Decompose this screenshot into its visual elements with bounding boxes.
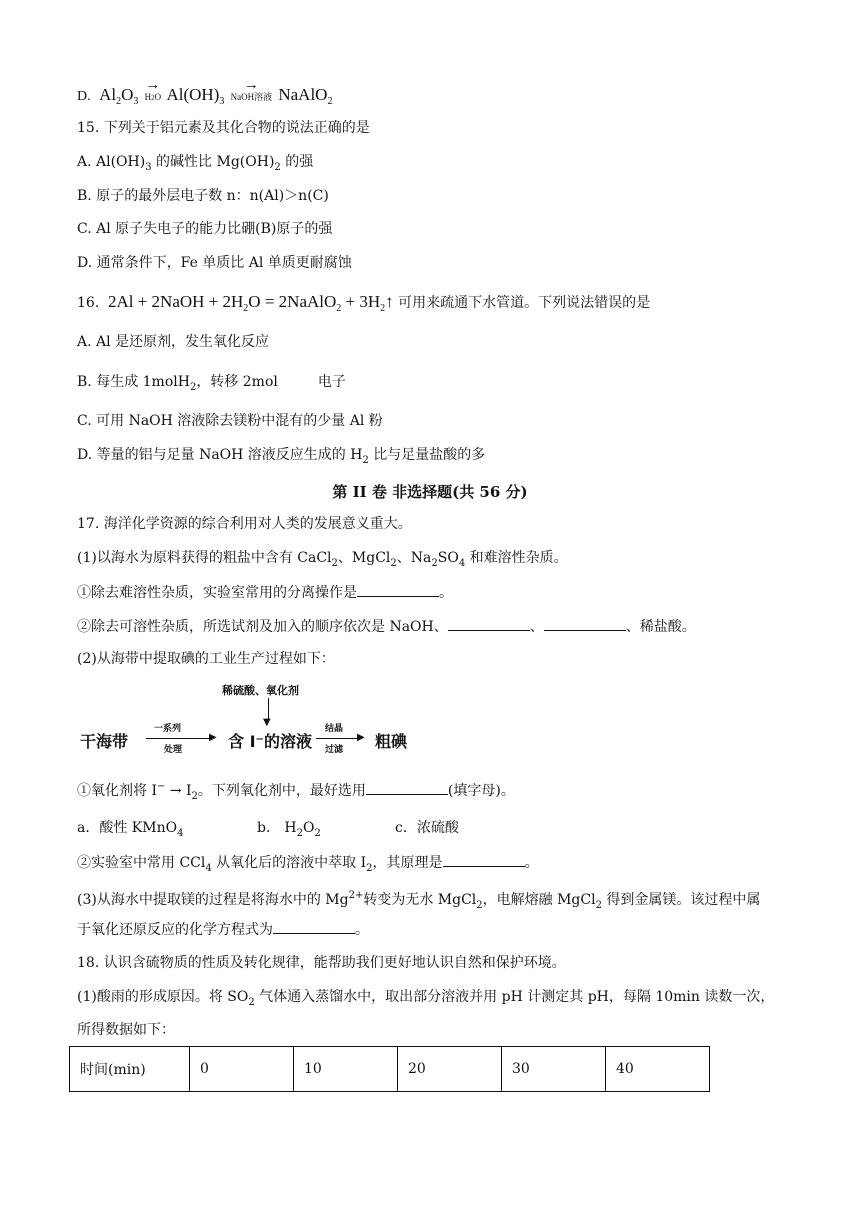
q17-part1 <box>77 548 568 574</box>
answer-blank[interactable] <box>273 919 355 934</box>
subscript: 2 <box>595 900 602 911</box>
q16-option-c: C. 可用 NaOH 溶液除去镁粉中混有的少量 Al 粉 <box>77 413 383 429</box>
text: ，电解熔融 MgCl <box>482 892 596 908</box>
subscript: 2 <box>336 303 342 314</box>
subscript: 2 <box>189 382 197 393</box>
flow-step2-bottom: 过滤 <box>325 745 344 755</box>
text: (1)以海水为原料获得的粗盐中含有 CaCl <box>77 550 332 566</box>
arrow-label: H <box>144 92 152 102</box>
text: O <box>303 820 315 836</box>
flow-step1-top: 一系列 <box>154 724 182 734</box>
equation-part: 2Al + 2NaOH + 2H <box>107 292 244 311</box>
subscript: 2 <box>243 303 249 314</box>
text: ，转移 2mol <box>196 374 278 390</box>
q18-stem: 18. 认识含硫物质的性质及转化规律，能帮助我们更好地认识自然和保护环境。 <box>77 955 566 971</box>
option-b <box>257 818 395 844</box>
flow-step1-bottom: 处理 <box>164 745 183 755</box>
text: a．酸性 KMnO <box>77 820 178 836</box>
q16-stem <box>77 292 650 319</box>
text: b． H <box>257 820 297 836</box>
subscript: 3 <box>219 96 225 107</box>
text: → I <box>165 783 192 799</box>
text: ，其原理是 <box>372 855 443 871</box>
subscript: 2 <box>116 96 122 107</box>
q17-part2-ii <box>77 852 539 879</box>
text: 。 <box>524 855 539 871</box>
formula-part: O <box>121 85 134 104</box>
subscript: 2 <box>151 94 155 102</box>
answer-blank[interactable] <box>544 616 626 631</box>
text: 的碱性比 Mg(OH) <box>151 154 275 170</box>
arrow-head-right-icon: ▶ <box>209 732 217 743</box>
subscript: 2 <box>314 828 321 839</box>
subscript: 4 <box>205 863 212 874</box>
q15-option-c: C. Al 原子失电子的能力比硼(B)原子的强 <box>77 221 333 237</box>
text: 比与足量盐酸的多 <box>368 447 486 463</box>
formula-naalo2: NaAlO <box>278 85 328 104</box>
text: 。下列氧化剂中，最好选用 <box>197 783 366 799</box>
equation-part: + 3H <box>341 292 381 311</box>
reaction-arrow-2: → NaOH溶液 <box>230 77 273 102</box>
text: 。 <box>439 585 453 601</box>
table-cell: 20 <box>398 1047 502 1092</box>
superscript: − <box>156 781 166 792</box>
text: A. Al(OH) <box>77 154 146 170</box>
q15-option-d: D. 通常条件下，Fe 单质比 Al 单质更耐腐蚀 <box>77 255 352 271</box>
subscript: 2 <box>327 96 333 107</box>
arrow-head-right-icon: ▶ <box>357 732 365 743</box>
answer-blank[interactable] <box>443 852 525 867</box>
equation-part: O = 2NaAlO <box>248 292 337 311</box>
question-number: 16. <box>77 295 100 311</box>
subscript: 2 <box>248 997 255 1008</box>
iodine-flow-diagram <box>70 680 430 760</box>
formula-al2o3: Al <box>99 85 117 104</box>
q17-part1-ii <box>77 616 696 637</box>
text: ①除去难溶性杂质，实验室常用的分离操作是 <box>77 585 357 601</box>
subscript: 2 <box>380 303 386 314</box>
flow-node-end: 粗碘 <box>375 732 408 751</box>
ph-data-table <box>69 1046 710 1092</box>
q17-part2: (2)从海带中提取碘的工业生产过程如下： <box>77 651 335 667</box>
text: 、MgCl <box>337 550 391 566</box>
table-row <box>70 1047 710 1092</box>
text: 转变为无水 MgCl <box>363 892 477 908</box>
flow-reagent-label: 稀硫酸、氧化剂 <box>222 684 299 697</box>
subscript: 2 <box>362 455 369 466</box>
subscript: 3 <box>133 96 139 107</box>
flow-node-start: 干海带 <box>80 732 129 751</box>
q16-option-d <box>77 445 485 471</box>
option-a <box>77 818 257 844</box>
text: 于氧化还原反应的化学方程式为 <box>77 922 273 938</box>
text: SO <box>437 550 459 566</box>
text: B. 每生成 1molH <box>77 374 190 390</box>
q16-option-b <box>77 372 346 398</box>
text: ②除去可溶性杂质，所选试剂及加入的顺序依次是 NaOH、 <box>77 619 448 635</box>
text: 气体通入蒸馏水中，取出部分溶液并用 pH 计测定其 pH，每隔 10min 读数一次， <box>254 989 775 1005</box>
q17-stem: 17. 海洋化学资源的综合利用对人类的发展意义重大。 <box>77 516 412 532</box>
formula-aloh3: Al(OH) <box>166 85 220 104</box>
q17-part1-i <box>77 582 453 603</box>
text: (3)从海水中提取镁的过程是将海水中的 Mg <box>77 892 349 908</box>
subscript: 2 <box>274 162 281 173</box>
table-cell: 40 <box>606 1047 710 1092</box>
flow-arrow-line-1 <box>146 738 212 739</box>
text: 可用来疏通下水管道。下列说法错误的是 <box>398 295 651 311</box>
q18-part1 <box>77 987 774 1013</box>
table-cell: 0 <box>190 1047 294 1092</box>
subscript: 2 <box>331 558 338 569</box>
flow-node-middle: 含 I⁻的溶液 <box>228 732 312 751</box>
subscript: 2 <box>366 863 373 874</box>
q17-part3 <box>77 886 760 916</box>
q17-part2-i <box>77 777 515 807</box>
text: 电子 <box>317 374 346 390</box>
table-cell: 30 <box>502 1047 606 1092</box>
subscript: 2 <box>431 558 438 569</box>
flow-arrow-line-2 <box>316 738 360 739</box>
table-header-cell: 时间(min) <box>70 1047 190 1092</box>
q15-option-a <box>77 152 313 178</box>
option-label: D. <box>77 89 91 104</box>
text: (填字母)。 <box>447 783 515 799</box>
option-c: c．浓硫酸 <box>395 820 459 836</box>
q18-part1-line2: 所得数据如下： <box>77 1022 175 1038</box>
q15-stem: 15. 下列关于铝元素及其化合物的说法正确的是 <box>77 120 370 136</box>
text: ①氧化剂将 I <box>77 783 157 799</box>
subscript: 2 <box>476 900 483 911</box>
subscript: 4 <box>458 558 466 569</box>
subscript: 2 <box>296 828 303 839</box>
text: (1)酸雨的形成原因。将 SO <box>77 989 249 1005</box>
text: 得到金属镁。该过程中属 <box>601 892 761 908</box>
superscript: 2+ <box>348 890 364 901</box>
arrow-label: O <box>154 92 162 102</box>
flow-step2-top: 结晶 <box>325 724 344 734</box>
reaction-arrow-1: → H2O <box>144 77 162 102</box>
text: 、Na <box>396 550 432 566</box>
q17-part3-line2 <box>77 919 369 940</box>
q15-option-b: B. 原子的最外层电子数 n：n(Al)＞n(C) <box>77 188 329 204</box>
text: 。 <box>355 922 369 938</box>
q14-option-d <box>77 78 332 112</box>
text: 的强 <box>280 154 314 170</box>
text: D. 等量的铝与足量 NaOH 溶液反应生成的 H <box>77 447 363 463</box>
answer-blank[interactable] <box>448 616 530 631</box>
answer-blank[interactable] <box>357 582 439 597</box>
gas-arrow-icon: ↑ <box>385 292 394 311</box>
text: 、稀盐酸。 <box>625 619 696 635</box>
text: 和难溶性杂质。 <box>465 550 568 566</box>
reaction-equation <box>104 292 394 314</box>
subscript: 4 <box>177 828 184 839</box>
text: 、 <box>529 619 544 635</box>
arrow-head-down-icon: ▼ <box>263 717 271 728</box>
subscript: 2 <box>390 558 397 569</box>
table-cell: 10 <box>294 1047 398 1092</box>
arrow-label: NaOH溶液 <box>230 92 273 102</box>
subscript: 2 <box>191 791 198 802</box>
subscript: 3 <box>145 162 152 173</box>
text: ②实验室中常用 CCl <box>77 855 206 871</box>
q16-option-a: A. Al 是还原剂，发生氧化反应 <box>77 334 270 350</box>
text: 从氧化后的溶液中萃取 I <box>211 855 367 871</box>
answer-blank[interactable] <box>366 780 448 795</box>
section-title: 第 II 卷 非选择题(共 56 分) <box>332 483 528 501</box>
q17-options <box>77 818 459 844</box>
